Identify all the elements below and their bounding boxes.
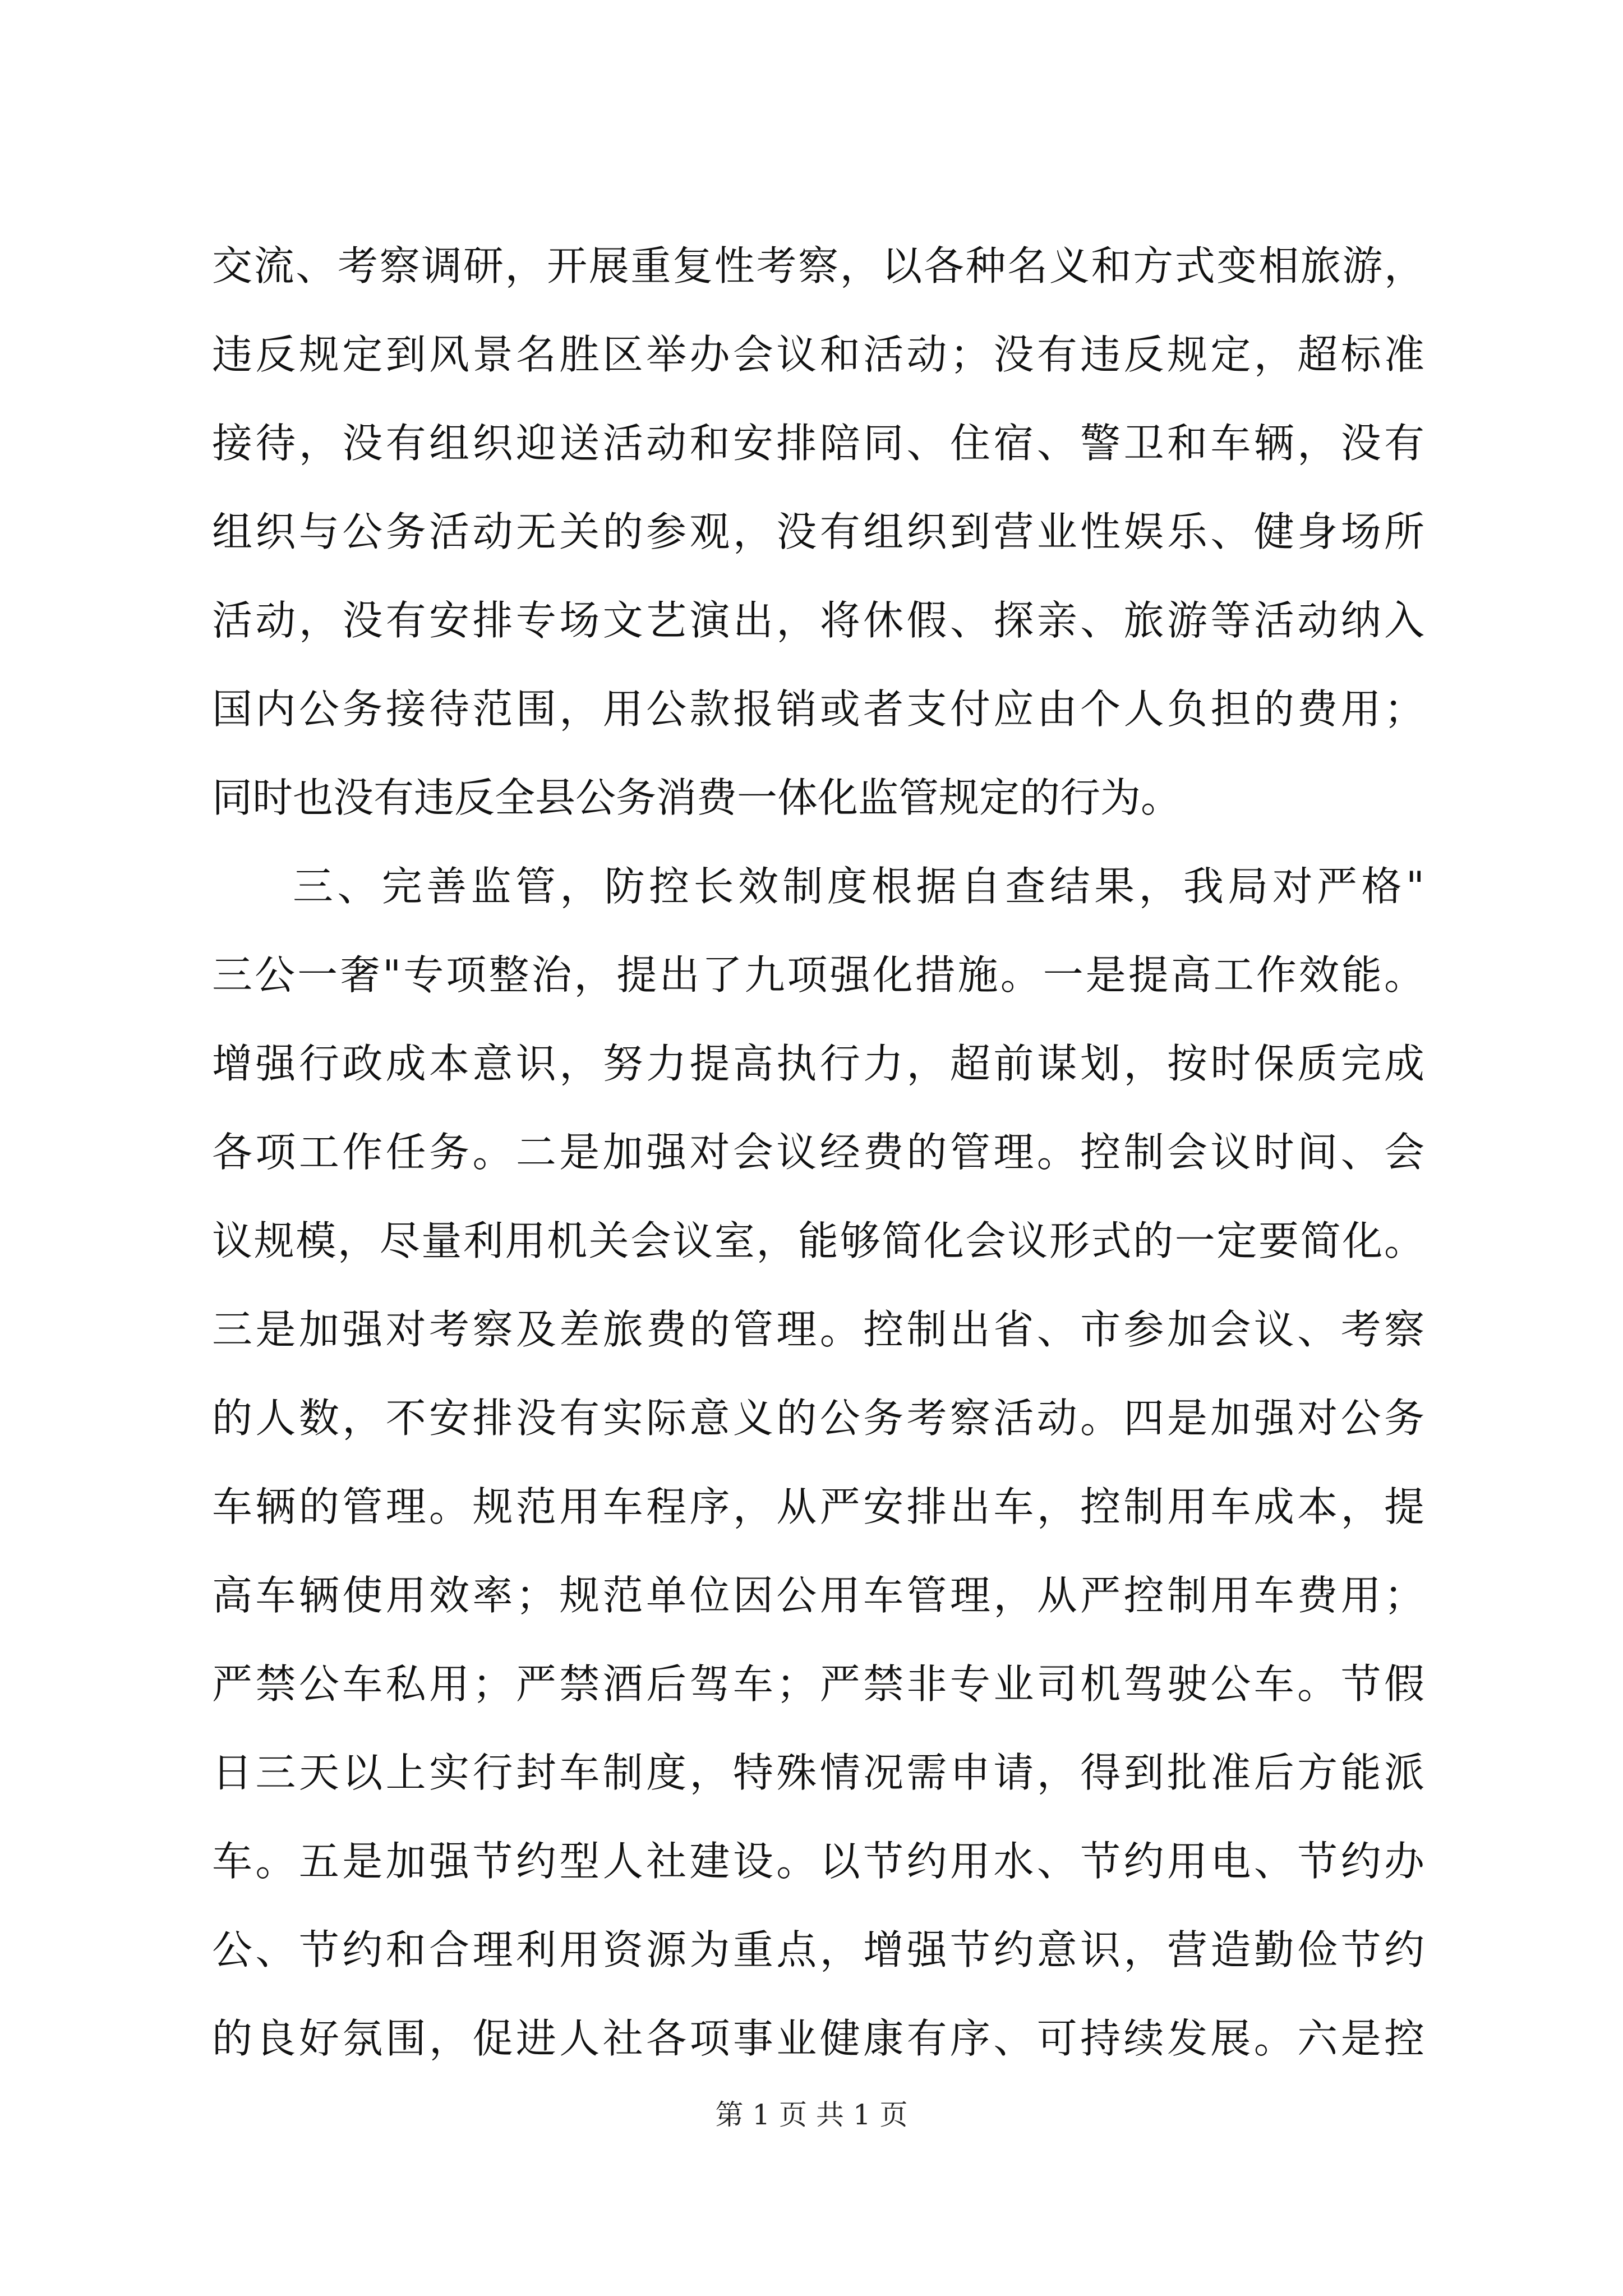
text-line: 交流、考察调研，开展重复性考察，以各种名义和方式变相旅游， [212,242,1424,289]
text-line: 议规模，尽量利用机关会议室，能够简化会议形式的一定要简化。 [212,1217,1424,1264]
text-line: 活动，没有安排专场文艺演出，将休假、探亲、旅游等活动纳入 [212,597,1424,644]
page-number-label: 第 1 页 共 1 页 [715,2099,908,2131]
text-line: 三公一奢"专项整治，提出了九项强化措施。一是提高工作效能。 [212,951,1424,999]
text-line: 日三天以上实行封车制度，特殊情况需申请，得到批准后方能派 [212,1749,1424,1796]
text-line: 车。五是加强节约型人社建设。以节约用水、节约用电、节约办 [212,1838,1424,1885]
text-line: 公、节约和合理利用资源为重点，增强节约意识，营造勤俭节约 [212,1926,1424,1973]
text-line: 同时也没有违反全县公务消费一体化监管规定的行为。 [212,774,1182,821]
text-line: 三、完善监管，防控长效制度根据自查结果，我局对严格" [293,863,1424,910]
text-line: 各项工作任务。二是加强对会议经费的管理。控制会议时间、会 [212,1129,1424,1176]
text-line: 增强行政成本意识，努力提高执行力，超前谋划，按时保质完成 [212,1040,1424,1087]
text-line: 车辆的管理。规范用车程序，从严安排出车，控制用车成本，提 [212,1483,1424,1530]
page-footer [0,2095,1623,2134]
document-body [212,222,1424,2083]
text-line: 接待，没有组织迎送活动和安排陪同、住宿、警卫和车辆，没有 [212,420,1424,467]
text-line: 严禁公车私用；严禁酒后驾车；严禁非专业司机驾驶公车。节假 [212,1660,1424,1708]
text-line: 的良好氛围，促进人社各项事业健康有序、可持续发展。六是控 [212,2015,1424,2062]
text-line: 高车辆使用效率；规范单位因公用车管理，从严控制用车费用； [212,1572,1424,1619]
text-line: 组织与公务活动无关的参观，没有组织到营业性娱乐、健身场所 [212,508,1424,555]
text-line: 违反规定到风景名胜区举办会议和活动；没有违反规定，超标准 [212,331,1424,378]
text-line: 的人数，不安排没有实际意义的公务考察活动。四是加强对公务 [212,1395,1424,1442]
text-line: 三是加强对考察及差旅费的管理。控制出省、市参加会议、考察 [212,1306,1424,1353]
text-line: 国内公务接待范围，用公款报销或者支付应由个人负担的费用； [212,685,1424,733]
